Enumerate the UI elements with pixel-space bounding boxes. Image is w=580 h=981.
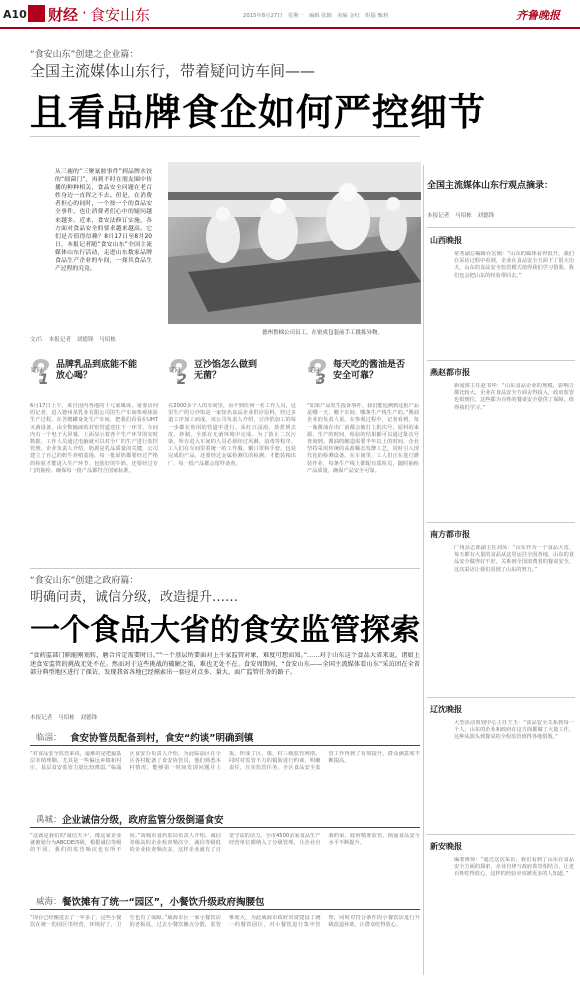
sidebar-divider bbox=[423, 165, 424, 975]
question-text: 品牌乳品到底能不能放心喝？ bbox=[56, 360, 138, 381]
case-place: 临淄： bbox=[36, 733, 62, 743]
question-3-body: “如果产品发生投诉事件，我们能追溯到这批产品是哪一天、哪个车间、哪条生产线生产的。”酱油企业的负责人说。在参观过程中，记者看到，每一瓶酱油在出厂前都会被打上批次号，原料的来源、生产的时间、检验的结果都可以通过批次号查询到。酱油的酿造需要半年以上的时间，企业坚持采用传统的高盐稀态发酵工艺，同时引入现代化的检测设备。在车间里，工人们正在进行灌装作业，每条生产线上都配有质检员，随时抽检产品质量，确保产品安全可靠。 bbox=[307, 403, 419, 474]
sidebar-rule-1 bbox=[427, 360, 575, 361]
sidebar-rule-0 bbox=[427, 227, 575, 228]
sidebar-section-name: 新安晚报 bbox=[430, 842, 462, 851]
newspaper-logo: 齐鲁晚报 bbox=[516, 9, 560, 22]
sidebar-rule-4 bbox=[427, 834, 575, 835]
gov-top-rule bbox=[30, 568, 420, 569]
sidebar-section-body: 常务副总编辑乔宏刚：“山东的媒体看得很开，我们在采访过程中看到，企业在食品安全方面下了很大功夫，山东的食品安全监管模式值得我们学习借鉴，我们也会把山东的经验带回去。” bbox=[454, 251, 574, 279]
case-linzi-body: “对食品安全监管来说，最难的是把最基层末梢理顺，尤其是一些偏远乡镇和村庄，基层食安监管力量比较薄弱。”临淄区食安办负责人介绍，为此临淄区在全区各村配备了食安协管员，他们熟悉本村情况，能够第一时间发现问题并上报，形成了区、镇、村三级监管网络。同时对监管不力的镇街进行约谈，明确责任，压实监管任务，全区食品安全监管工作得到了有效提升，群众满意度不断提高。 bbox=[30, 751, 420, 772]
lead-kicker: “食安山东”创建之企业篇： bbox=[30, 50, 139, 60]
question-text: 豆沙馅怎么做到无菌？ bbox=[194, 360, 258, 381]
gov-subtitle: 明确问责，诚信分级，改造提升…… bbox=[30, 590, 239, 605]
case-headline: 餐饮摊有了统一“园区”，小餐饮升级政府掏腰包 bbox=[62, 897, 265, 908]
lead-byline: 文/片 本报记者 刘德锋 马绍栋 bbox=[30, 337, 116, 343]
case-linzi-heading bbox=[30, 729, 420, 745]
sidebar-section-body: 广州杂志部副主任刘凤：“山东作为一个食品大省，每天都有大量的食品从这里运往全国各地，山东的食品安全做得好不好，关系到全国消费者的餐桌安全，这次采访让我们看到了山东的努力。” bbox=[454, 545, 574, 573]
question-2 bbox=[168, 357, 288, 397]
sidebar-section-body: 新闻部主任赵书华：“山东食品企业的规模，影响力都比较大，企业在食品安全方面舍得投入，政府监管也很到位，这些都为百姓的餐桌安全提供了保障，值得我们学习。” bbox=[454, 383, 574, 411]
question-3 bbox=[307, 357, 427, 397]
question-2-body: 在2000多个人的车间里，看不到任何一名工作人员，这里生产的豆沙馅是一家知名食品企业供应原料，经过多道工序加工而成。该公司负责人介绍，豆沙馅加工的每一步都在密闭的管道中进行，从红豆浸泡、蒸煮到去皮、炒制，全部在无菌环境中完成。为了防止二次污染，所有进入车间的人员必须经过风淋、消毒等程序。工人们在车间里着统一的工作服，戴口罩和手套。包装完成的产品，还要经过金属检测仪的检测，才能装箱出厂，每一批产品都会留样备查。 bbox=[168, 403, 296, 467]
case-yucheng-rule bbox=[30, 827, 420, 828]
subsection-name: 食安山东 bbox=[90, 6, 151, 24]
case-yucheng-body: “这就是我们的'诚信天平'，像这家企业就被划分为ABCDE四级，根据诚信等级的不同，我们的监管频次也有所不同。”禹城市食药监局负责人介绍，诚信等级高的企业检查频次少，诚信等级低的企业检查频次多，这样企业就有了自觉守法的动力。全市4500余家食品生产经营单位都纳入了分级管理，让企业自我约束，政府精准监管，倒逼食品安全水平不断提升。 bbox=[30, 833, 420, 854]
sidebar-title: 全国主流媒体山东行观点摘录： bbox=[427, 181, 554, 191]
gov-kicker: “食安山东”创建之政府篇： bbox=[30, 576, 139, 586]
question-number: 1 bbox=[39, 372, 49, 388]
gov-intro: “食药监部门职能刚划转，磨合肯定需要时日。”“一个基层所要面对上千家监管对象，难度可想而知。”……对于山东这个食品大省来说，诸如上述食安监管的挑战无处不在。然而对于这些挑战的破解之策，难也无处不在。食安周期间，“食安山东——全国主流媒体看山东”采访团在全省部分典型地区进行了探访，发现我省各地已经摸索出一套应对点多、量大、面广监管任务的路子。 bbox=[30, 652, 420, 677]
lead-subtitle: 全国主流媒体山东行，带着疑问访车间—— bbox=[30, 62, 316, 80]
sidebar-section-name: 山西晚报 bbox=[430, 236, 462, 245]
sidebar-rule-2 bbox=[427, 522, 575, 523]
case-yucheng-heading bbox=[30, 811, 420, 827]
question-1-body: 6月17日上午，来自国内各地的十几家媒体、重要访问的记者，进入德州某乳业有限公司的生产车间参观体验生产过程。在苦磨罐身处生产车间，把我们看看在UHT灭菌设备，由全数输液的封密管道送往下一环节。车间内有一个电子大屏幕，上面显示着各个生产环节的实时数据，工作人员通过电脑就可以对全厂的生产进行监控管理。企业负责人介绍，奶源是乳品质量的关键，公司建立了自己的奶牛养殖基地，每一批原奶都要经过严格的检验才能进入生产环节。包装好的牛奶，还要经过专门的抽检，确保每一批产品都符合国家标准。 bbox=[30, 403, 158, 474]
question-tag: 疑问 bbox=[31, 368, 43, 374]
section-name: 财经 bbox=[48, 6, 79, 24]
sidebar-byline: 本报记者 马绍栋 刘德锋 bbox=[427, 213, 495, 219]
case-linzi-rule bbox=[30, 745, 420, 746]
lead-rule bbox=[30, 136, 420, 137]
sidebar-section-name: 辽沈晚报 bbox=[430, 705, 462, 714]
sidebar-section-name: 南方都市报 bbox=[430, 530, 470, 539]
sidebar-section-body: 大型活动策划中心主任王玉：“食品安全关系到每一个人，山东的企业和政府在这方面都做了大量工作，这种从源头到餐桌的全程监管值得各地借鉴。” bbox=[454, 720, 574, 741]
question-1 bbox=[30, 357, 150, 397]
question-text: 每天吃的酱油是否安全可靠？ bbox=[333, 360, 406, 381]
section-tag bbox=[28, 5, 45, 22]
header-rule bbox=[0, 27, 580, 29]
factory-photo bbox=[168, 162, 421, 324]
gov-title: 一个食品大省的食安监管探索 bbox=[30, 613, 420, 648]
gov-byline: 本报记者 马绍栋 刘德锋 bbox=[30, 715, 98, 721]
date-line: 2015年8月27日 星期一 编辑 张颖 美编 金红 组版 甄莉 bbox=[243, 13, 389, 19]
case-headline: 食安协管员配备到村，食安“约谈”明确到镇 bbox=[70, 733, 254, 744]
case-weihai-heading bbox=[30, 893, 420, 909]
question-tag: 疑问 bbox=[169, 368, 181, 374]
lead-intro: 从三鹿的“三聚氰胺事件”到品牌水饺的“细菌门”，再到不时在朋友圈中传播的种种相关，食品安全问题在老百姓身边一直挥之不去。但是，在消费者担心的同时，一个按一个的食品安全事件，也让消费者们心中的疑问越来越多。近来，食安法修订实施，各方面对食品安全的要求越来越高。它们是否值得信赖？8月17日至8月20日，本报记者随“食安山东”全国主流媒体山东行活动，走进山东数家品牌食品生产企业的车间，一探其食品生产过程的究竟。 bbox=[55, 169, 152, 273]
sidebar-section-body: 编委蒋琼：“通过这次采访，我们看到了山东在食品安全方面的探索，企业自律与政府监管相结合，让老百姓吃得放心，这样的经验应该被更多的人知道。” bbox=[454, 857, 574, 878]
question-number: 2 bbox=[177, 372, 187, 388]
sidebar-rule-3 bbox=[427, 697, 575, 698]
case-place: 威海： bbox=[36, 897, 62, 907]
case-weihai-rule bbox=[30, 909, 420, 910]
question-tag: 疑问 bbox=[308, 368, 320, 374]
case-place: 禹城： bbox=[36, 815, 62, 825]
page-header bbox=[0, 0, 580, 30]
case-headline: 企业诚信分级，政府监管分级倒逼食安 bbox=[62, 815, 224, 826]
section-dot: · bbox=[82, 4, 87, 22]
question-number: 3 bbox=[316, 372, 326, 388]
page-number: A10 bbox=[3, 8, 27, 21]
photo-caption: 德州鲁棉公司员工，在密成包装前手工挑拣异物。 bbox=[262, 330, 384, 336]
lead-title: 且看品牌食企如何严控细节 bbox=[30, 91, 486, 134]
factory-workers-illustration bbox=[168, 162, 421, 324]
case-weihai-body: “现在已经搬进去了一年多了，这些小餐饮在统一的园区里经营，环境好了，卫生也有了保障。”威海市区一家小餐饮店的老板说。过去小餐饮摊点分散，监管难度大，为此威海市政府出资建设了统一的餐饮园区，对小餐饮进行集中管理，同时对符合条件的小餐饮店进行升级改造补助，让群众吃得放心。 bbox=[30, 915, 420, 929]
sidebar-section-name: 燕赵都市报 bbox=[430, 368, 470, 377]
